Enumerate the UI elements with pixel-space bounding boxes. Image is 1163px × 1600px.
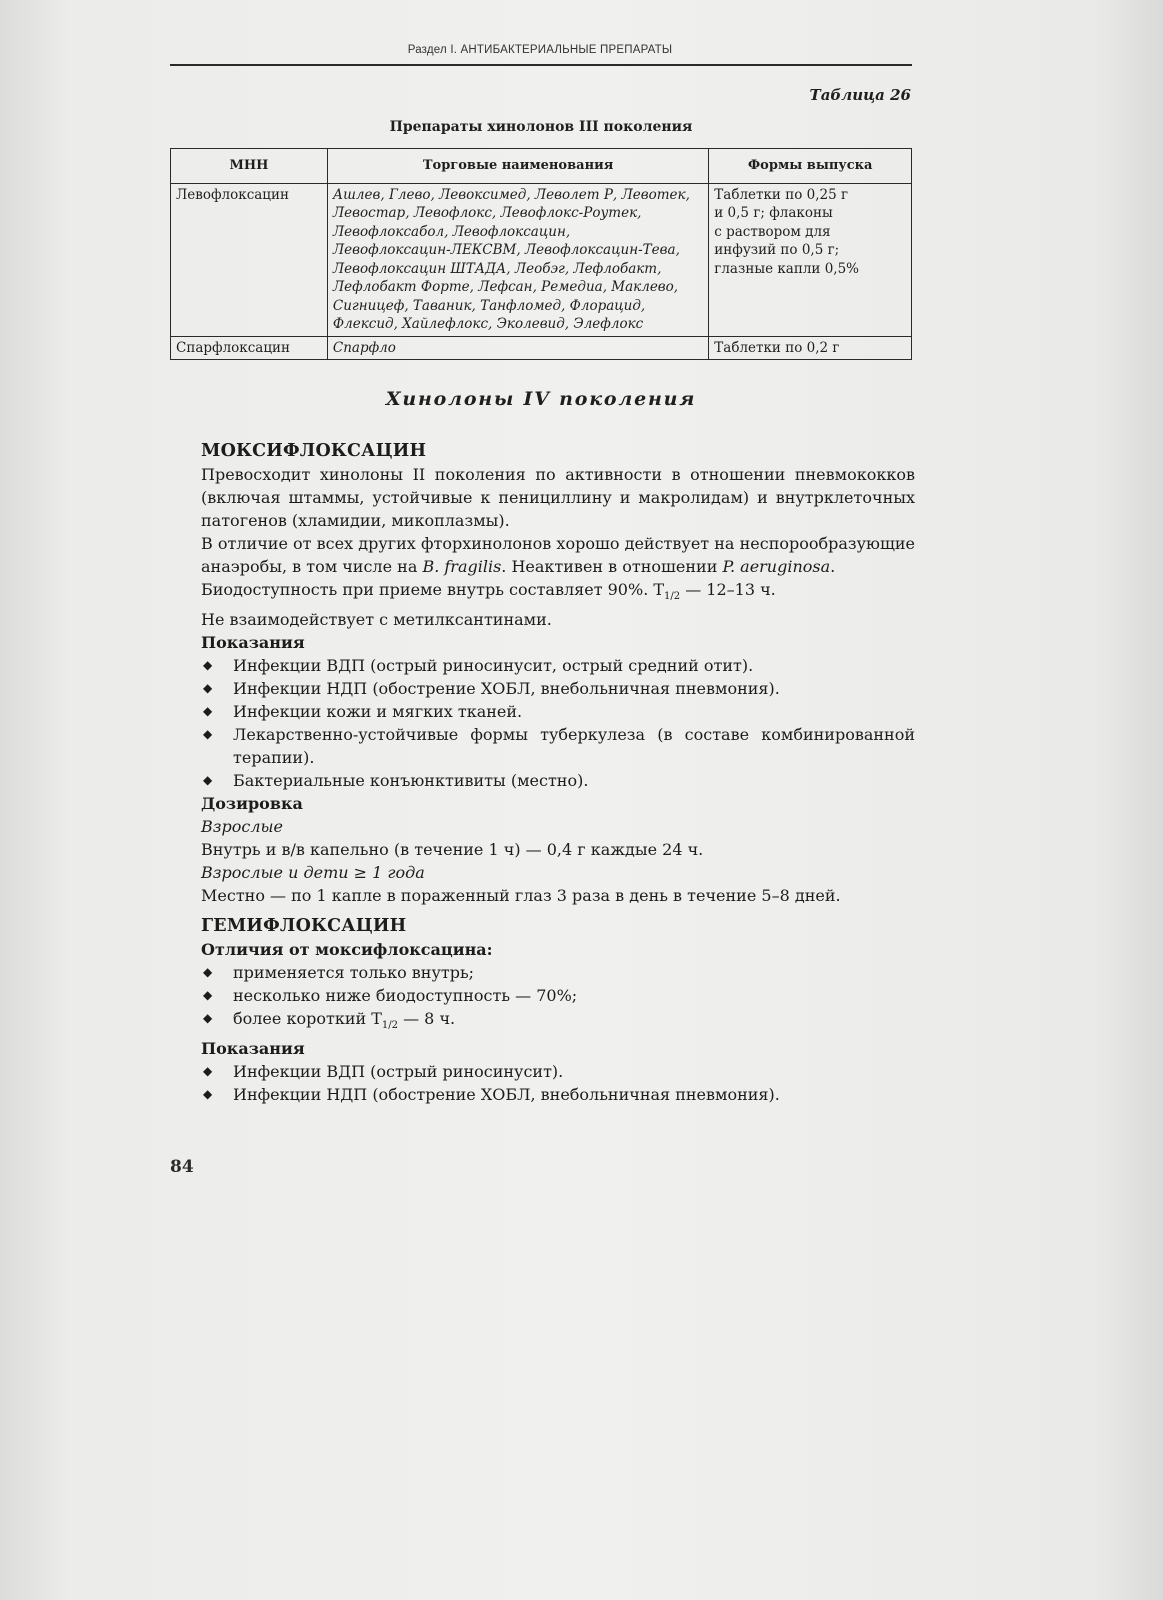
list-item-text: применяется только внутрь; — [233, 963, 475, 982]
indications-label: Показания — [201, 633, 305, 652]
list-item-text: более короткий T — [233, 1009, 382, 1028]
forms-line: Таблетки по 0,25 г — [714, 186, 849, 203]
drug-heading-moxifloxacin: МОКСИФЛОКСАЦИН — [201, 441, 427, 461]
trade-line: Левофлоксацин-ЛЕКСВМ, Левофлоксацин-Тева, — [332, 242, 680, 258]
text-span: . Неактивен в отношении — [501, 557, 723, 576]
text-span: В отличие от всех других фторхинолонов хорошо действует на неспорообразующие анаэробы, в том числе на — [201, 534, 915, 576]
forms-line: глазные капли 0,5% — [714, 260, 859, 277]
subscript: 1/2 — [381, 1020, 398, 1031]
trade-line: Ашлев, Глево, Левоксимед, Леволет Р, Левотек, — [332, 186, 690, 203]
pathogen-name: P. aeruginosa — [722, 557, 831, 576]
list-item — [201, 677, 915, 700]
section-title: Хинолоны IV поколения — [385, 388, 697, 410]
differences-label: Отличия от моксифлоксацина: — [201, 940, 493, 959]
bullet-icon: ◆ — [203, 704, 213, 718]
trade-line: Левостар, Левофлокс, Левофлокс-Роутек, — [332, 205, 642, 221]
column-header-inn: МНН — [171, 149, 328, 184]
drug-heading-gemifloxacin: ГЕМИФЛОКСАЦИН — [201, 916, 407, 936]
bullet-icon: ◆ — [203, 965, 213, 979]
text-span: . — [830, 557, 836, 576]
dosage-label: Дозировка — [201, 794, 303, 813]
indications-list — [201, 654, 915, 792]
list-item — [201, 769, 915, 792]
column-header-forms: Формы выпуска — [709, 149, 912, 184]
forms-line: и 0,5 г; флаконы — [714, 205, 833, 221]
bullet-icon: ◆ — [203, 1087, 213, 1101]
forms-line: с раствором для — [714, 223, 831, 240]
adults-dosage: Внутрь и в/в капельно (в течение 1 ч) — 0,4 г каждые 24 ч. — [201, 840, 704, 859]
trade-line: Левофлоксацин ШТАДА, Леобэг, Лефлобакт, — [332, 260, 662, 277]
bullet-icon: ◆ — [203, 1064, 213, 1078]
cell-inn: Левофлоксацин — [171, 183, 328, 336]
text-span: — 12–13 ч. — [680, 580, 776, 599]
list-item-text: Инфекции НДП (обострение ХОБЛ, внебольничная пневмония). — [233, 1085, 780, 1104]
list-item-text: несколько ниже биодоступность — 70%; — [233, 986, 578, 1005]
table-title: Препараты хинолонов III поколения — [389, 119, 693, 135]
bullet-icon: ◆ — [203, 658, 213, 672]
indications-list — [201, 1060, 915, 1106]
trade-line: Спарфло — [332, 339, 396, 356]
trade-line: Сигницеф, Таваник, Танфломед, Флорацид, — [332, 297, 646, 314]
paragraph: Превосходит хинолоны II поколения по активности в отношении пневмококков (включая штаммы, устойчивые к пенициллину и макролидам) и внутрклеточных патогенов (хламидии, микоплазмы). — [201, 465, 915, 530]
list-item-text: Лекарственно-устойчивые формы туберкулеза (в составе комбинированной терапии). — [233, 725, 915, 767]
bullet-icon: ◆ — [203, 1011, 213, 1025]
list-item — [201, 1083, 915, 1106]
table-row — [171, 183, 912, 336]
adults-children-dosage: Местно — по 1 капле в пораженный глаз 3 раза в день в течение 5–8 дней. — [201, 886, 841, 905]
interaction-line: Не взаимодействует с метилксантинами. — [201, 610, 552, 629]
column-header-trade-names: Торговые наименования — [327, 149, 708, 184]
cell-inn: Спарфлоксацин — [171, 336, 328, 360]
subscript: 1/2 — [664, 591, 681, 602]
paragraph — [201, 532, 915, 578]
list-item — [201, 1060, 915, 1083]
bullet-icon: ◆ — [203, 773, 213, 787]
page-number: 84 — [170, 1157, 194, 1177]
list-item — [201, 723, 915, 769]
bullet-icon: ◆ — [203, 988, 213, 1002]
text-span: Биодоступность при приеме внутрь составляет 90%. T — [201, 580, 665, 599]
drug-content — [201, 440, 915, 1106]
bullet-icon: ◆ — [203, 727, 213, 741]
cell-forms — [709, 336, 912, 360]
table-row — [171, 336, 912, 360]
list-item-text: Инфекции кожи и мягких тканей. — [233, 702, 523, 721]
list-item-text: Бактериальные конъюнктивиты (местно). — [233, 771, 589, 790]
trade-line: Флексид, Хайлефлокс, Эколевид, Элефлокс — [332, 316, 644, 332]
bullet-icon: ◆ — [203, 681, 213, 695]
list-item — [201, 654, 915, 677]
running-head: Раздел I. АНТИБАКТЕРИАЛЬНЫЕ ПРЕПАРАТЫ — [407, 44, 673, 56]
list-item-text: Инфекции ВДП (острый риносинусит). — [233, 1062, 564, 1081]
list-item — [201, 961, 915, 984]
bioavailability-line — [201, 578, 915, 608]
list-item — [201, 700, 915, 723]
list-item — [201, 984, 915, 1007]
differences-list — [201, 961, 915, 1037]
list-item-text: Инфекции ВДП (острый риносинусит, острый средний отит). — [233, 656, 754, 675]
table-number: Таблица 26 — [809, 86, 911, 104]
forms-line: инфузий по 0,5 г; — [714, 242, 840, 258]
indications-label: Показания — [201, 1039, 305, 1058]
trade-line: Лефлобакт Форте, Лефсан, Ремедиа, Маклево, — [332, 279, 679, 295]
header-rule — [170, 64, 912, 66]
adults-label: Взрослые — [201, 817, 284, 836]
cell-trade-names — [327, 183, 708, 336]
table-header-row — [171, 149, 912, 184]
adults-children-label: Взрослые и дети ≥ 1 года — [201, 863, 425, 882]
spacer — [201, 907, 915, 915]
list-item — [201, 1007, 915, 1037]
trade-line: Левофлоксабол, Левофлоксацин, — [332, 223, 571, 240]
forms-line: Таблетки по 0,2 г — [714, 339, 840, 356]
list-item-text: Инфекции НДП (обострение ХОБЛ, внебольничная пневмония). — [233, 679, 780, 698]
cell-trade-names — [327, 336, 708, 360]
quinolones-table — [170, 148, 912, 360]
cell-forms — [709, 183, 912, 336]
pathogen-name: B. fragilis — [422, 557, 502, 576]
list-item-text: — 8 ч. — [398, 1009, 456, 1028]
